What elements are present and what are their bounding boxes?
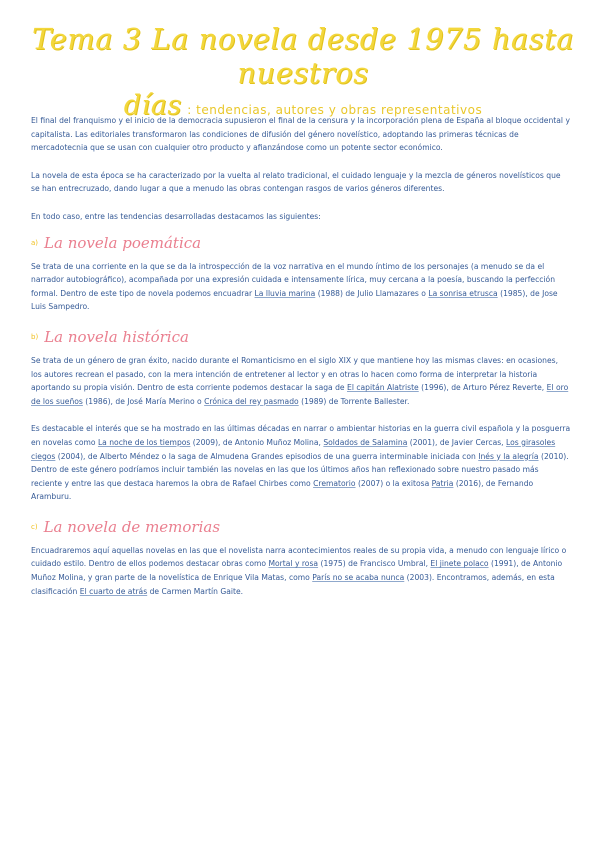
book-link[interactable]: El oro de los sueños xyxy=(31,383,569,406)
book-link[interactable]: Inés y la alegría xyxy=(478,451,539,461)
section-heading-text: La novela poemática xyxy=(44,233,202,252)
book-link[interactable]: Los girasoles ciegos xyxy=(31,437,556,461)
book-link[interactable]: El capitán Alatriste xyxy=(347,383,419,393)
section-number: c) xyxy=(31,522,38,531)
section-paragraph: Se trata de una corriente en la que se da la introspección de la voz narrativa en el mundo íntimo de los personajes (a menudo se da el narrador autobiográfico), acompañada por una expresión cuidada e intensamente lírica, muy cercana a la poesía, buscando la perfección formal. Dentro de este tipo de novela podemos encuadrar La lluvia marina (1988) de Julio Llamazares o La sonrisa etrusca (1985), de Jose Luis Sampedro. xyxy=(31,261,558,312)
section-heading-historica xyxy=(31,328,571,346)
title-line-2: días xyxy=(123,90,182,121)
book-link[interactable]: París no se acaba nunca xyxy=(312,573,405,583)
section-paragraph: Se trata de un género de gran éxito, nacido durante el Romanticismo en el siglo XIX y que mantiene hoy las mismas claves: en ocasiones, los autores recrean el pasado, con la mera intención de entretener al lector y en otras lo hacen como forma de interpretar la historia aportando su propia visión. Dentro de esta corriente podemos destacar la saga de El capitán Alatriste (1996), de Arturo Pérez Reverte, El oro de los sueños (1986), de José María Merino o Crónica del rey pasmado (1989) de Torrente Ballester. xyxy=(31,355,569,406)
section-paragraph: Encuadraremos aquí aquellas novelas en las que el novelista narra acontecimientos reales de su propia vida, a menudo con lenguaje lírico o cuidado estilo. Dentro de ellos podemos destacar obras como Mortal y rosa (1975) de Francisco Umbral, El jinete polaco (1991), de Antonio Muñoz Molina, y gran parte de la novelística de Enrique Vila Matas, como París no se acaba nunca (2003). Encontramos, además, en esta clasificación El cuarto de atrás de Carmen Martín Gaite. xyxy=(31,545,567,596)
section-heading-text: La novela de memorias xyxy=(43,517,221,536)
book-link[interactable]: Soldados de Salamina xyxy=(323,437,408,447)
intro-paragraph-2: La novela de esta época se ha caracterizado por la vuelta al relato tradicional, el cuidado lenguaje y la mezcla de géneros novelísticos que se han entrecruzado, dando lugar a que a menudo las obras contengan rasgos de varios géneros diferentes. xyxy=(31,170,561,194)
section-heading-text: La novela histórica xyxy=(44,327,189,346)
book-link[interactable]: Mortal y rosa xyxy=(268,559,319,569)
page-title xyxy=(18,22,588,122)
document-body xyxy=(31,114,571,612)
section-number: a) xyxy=(31,238,39,247)
intro-paragraph-1: El final del franquismo y el inicio de la democracia supusieron el final de la censura y la incorporación plena de España al bloque occidental y capitalista. Las editoriales transformaron las condiciones de difusión del género novelístico, adoptando las primeras técnicas de mercadotecnia que se usan con cualquier otro producto y afianzándose como un potente sector económico. xyxy=(31,116,570,153)
book-link[interactable]: Crónica del rey pasmado xyxy=(204,396,299,406)
intro-paragraph-3: En todo caso, entre las tendencias desarrolladas destacamos las siguientes: xyxy=(31,211,321,221)
book-link[interactable]: Patria xyxy=(431,478,454,488)
section-number: b) xyxy=(31,332,39,341)
book-link[interactable]: El cuarto de atrás xyxy=(79,586,148,596)
book-link[interactable]: La sonrisa etrusca xyxy=(428,288,498,298)
title-subtitle: : tendencias, autores y obras representativos xyxy=(187,103,483,117)
title-line-1: Tema 3 La novela desde 1975 hasta nuestros xyxy=(31,22,575,90)
book-link[interactable]: La lluvia marina xyxy=(254,288,316,298)
section-paragraph: Es destacable el interés que se ha mostrado en las últimas décadas en narrar o ambientar historias en la guerra civil española y la posguerra en novelas como La noche de los tiempos (2009), de Antonio Muñoz Molina, Soldados de Salamina (2001), de Javier Cercas, Los girasoles ciegos (2004), de Alberto Méndez o la saga de Almudena Grandes episodios de una guerra interminable iniciada con Inés y la alegría (2010). Dentro de este género podríamos incluir también las novelas en las que los últimos años han reflexionado sobre nuestro pasado más reciente y entre las que destaca haremos la obra de Rafael Chirbes como Crematorio (2007) o la exitosa Patria (2016), de Fernando Aramburu. xyxy=(31,424,571,502)
book-link[interactable]: La noche de los tiempos xyxy=(97,437,191,447)
section-heading-poematica xyxy=(31,234,571,252)
section-heading-memorias xyxy=(31,518,571,536)
book-link[interactable]: El jinete polaco xyxy=(430,559,489,569)
book-link[interactable]: Crematorio xyxy=(313,478,356,488)
